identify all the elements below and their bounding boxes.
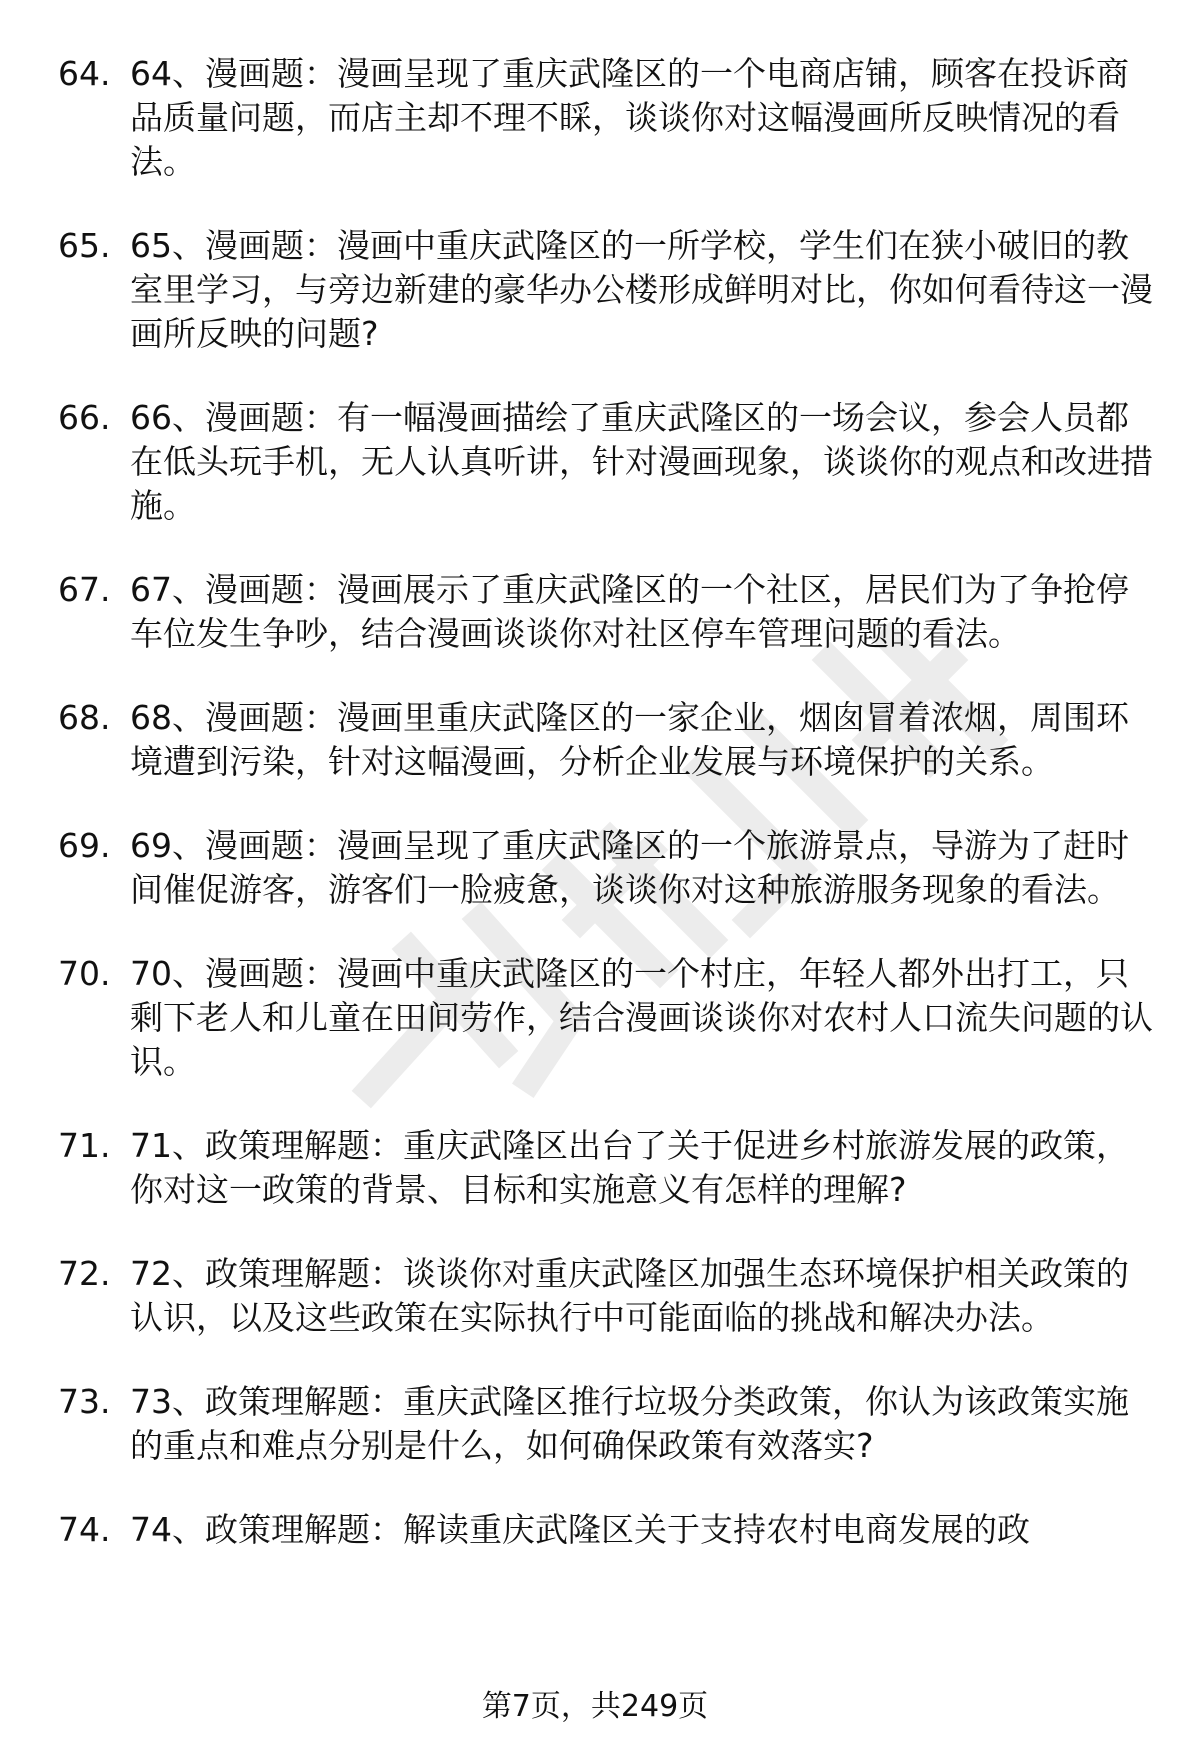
list-item <box>58 52 1158 184</box>
list-item <box>58 696 1158 784</box>
question-text: 69、漫画题：漫画呈现了重庆武隆区的一个旅游景点，导游为了赶时间催促游客，游客们一脸疲惫，谈谈你对这种旅游服务现象的看法。 <box>130 826 1129 909</box>
question-number: 66. <box>58 398 111 437</box>
question-number: 68. <box>58 698 111 737</box>
question-text: 67、漫画题：漫画展示了重庆武隆区的一个社区，居民们为了争抢停车位发生争吵，结合漫画谈谈你对社区停车管理问题的看法。 <box>130 570 1129 653</box>
question-number: 73. <box>58 1382 111 1421</box>
question-number: 67. <box>58 570 111 609</box>
question-number: 71. <box>58 1126 111 1165</box>
question-text: 65、漫画题：漫画中重庆武隆区的一所学校，学生们在狭小破旧的教室里学习，与旁边新建的豪华办公楼形成鲜明对比，你如何看待这一漫画所反映的问题? <box>130 226 1153 353</box>
page-footer <box>0 1687 1190 1727</box>
question-text: 71、政策理解题：重庆武隆区出台了关于促进乡村旅游发展的政策，你对这一政策的背景、目标和实施意义有怎样的理解? <box>130 1126 1129 1209</box>
question-text: 64、漫画题：漫画呈现了重庆武隆区的一个电商店铺，顾客在投诉商品质量问题，而店主却不理不睬，谈谈你对这幅漫画所反映情况的看法。 <box>130 54 1129 181</box>
list-item <box>58 224 1158 356</box>
list-item <box>58 952 1158 1084</box>
question-number: 74. <box>58 1510 111 1549</box>
question-number: 65. <box>58 226 111 265</box>
list-item <box>58 396 1158 528</box>
question-number: 69. <box>58 826 111 865</box>
question-text: 68、漫画题：漫画里重庆武隆区的一家企业，烟囱冒着浓烟，周围环境遭到污染，针对这幅漫画，分析企业发展与环境保护的关系。 <box>130 698 1129 781</box>
question-number: 64. <box>58 54 111 93</box>
question-text: 72、政策理解题：谈谈你对重庆武隆区加强生态环境保护相关政策的认识，以及这些政策在实际执行中可能面临的挑战和解决办法。 <box>130 1254 1129 1337</box>
question-text: 74、政策理解题：解读重庆武隆区关于支持农村电商发展的政 <box>130 1510 1030 1549</box>
question-text: 73、政策理解题：重庆武隆区推行垃圾分类政策，你认为该政策实施的重点和难点分别是什么，如何确保政策有效落实? <box>130 1382 1129 1465</box>
question-number: 72. <box>58 1254 111 1293</box>
question-text: 66、漫画题：有一幅漫画描绘了重庆武隆区的一场会议，参会人员都在低头玩手机，无人认真听讲，针对漫画现象，谈谈你的观点和改进措施。 <box>130 398 1153 525</box>
question-list <box>58 52 1158 1592</box>
question-number: 70. <box>58 954 111 993</box>
list-item <box>58 1380 1158 1468</box>
page-number-label: 第7页，共249页 <box>481 1689 709 1724</box>
list-item <box>58 824 1158 912</box>
list-item <box>58 1508 1158 1552</box>
list-item <box>58 568 1158 656</box>
question-text: 70、漫画题：漫画中重庆武隆区的一个村庄，年轻人都外出打工，只剩下老人和儿童在田间劳作，结合漫画谈谈你对农村人口流失问题的认识。 <box>130 954 1153 1081</box>
list-item <box>58 1252 1158 1340</box>
list-item <box>58 1124 1158 1212</box>
